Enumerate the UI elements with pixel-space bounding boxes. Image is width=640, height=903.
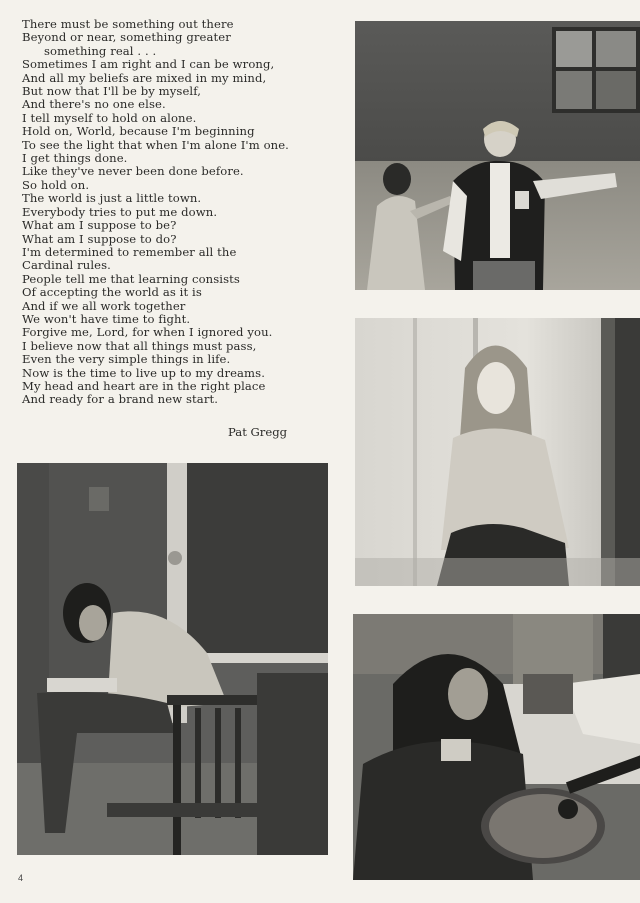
poem-line: And if we all work together <box>22 298 186 313</box>
poem-line: The world is just a little town. <box>22 191 202 206</box>
page-number: 4 <box>18 873 24 883</box>
poem-line: There must be something out there <box>22 17 234 31</box>
poem-line: We won't have time to fight. <box>22 311 191 326</box>
poem-line: And there's no one else. <box>22 97 166 112</box>
photo-boy-reading <box>17 463 328 855</box>
poem-line: Sometimes I am right and I can be wrong, <box>22 57 275 72</box>
poem-line: I tell myself to hold on alone. <box>22 110 197 125</box>
poem-line: People tell me that learning consists <box>22 271 240 286</box>
photo-student-guitar <box>353 614 640 880</box>
poem-line: What am I suppose to be? <box>22 218 177 233</box>
poem-line: I'm determined to remember all the <box>22 244 237 259</box>
poem-line: Beyond or near, something greater <box>22 30 231 45</box>
poem-line: Hold on, World, because I'm beginning <box>22 124 255 139</box>
photo-girl-window <box>355 318 640 586</box>
poem <box>22 18 342 407</box>
poem-line: What am I suppose to do? <box>22 231 177 246</box>
poem-line: So hold on. <box>22 177 90 192</box>
poem-line: Even the very simple things in life. <box>22 352 231 367</box>
poem-line: And all my beliefs are mixed in my mind, <box>22 70 267 85</box>
poem-line: My head and heart are in the right place <box>22 378 266 393</box>
poem-line: But now that I'll be by myself, <box>22 84 201 99</box>
poem-line: Of accepting the world as it is <box>22 285 202 300</box>
poem-line: Now is the time to live up to my dreams. <box>22 365 265 380</box>
poem-line: I believe now that all things must pass, <box>22 338 257 353</box>
poem-line: Like they've never been done before. <box>22 164 244 179</box>
poem-line: something real . . . <box>44 43 157 58</box>
poem-line: Cardinal rules. <box>22 258 111 273</box>
poem-line: Everybody tries to put me down. <box>22 204 218 219</box>
photo-students-outdoors <box>355 21 640 290</box>
poem-author: Pat Gregg <box>228 425 288 439</box>
poem-line: Forgive me, Lord, for when I ignored you. <box>22 325 273 340</box>
poem-line: And ready for a brand new start. <box>22 392 219 407</box>
poem-line: I get things done. <box>22 151 128 166</box>
poem-line: To see the light that when I'm alone I'm one. <box>22 137 289 152</box>
